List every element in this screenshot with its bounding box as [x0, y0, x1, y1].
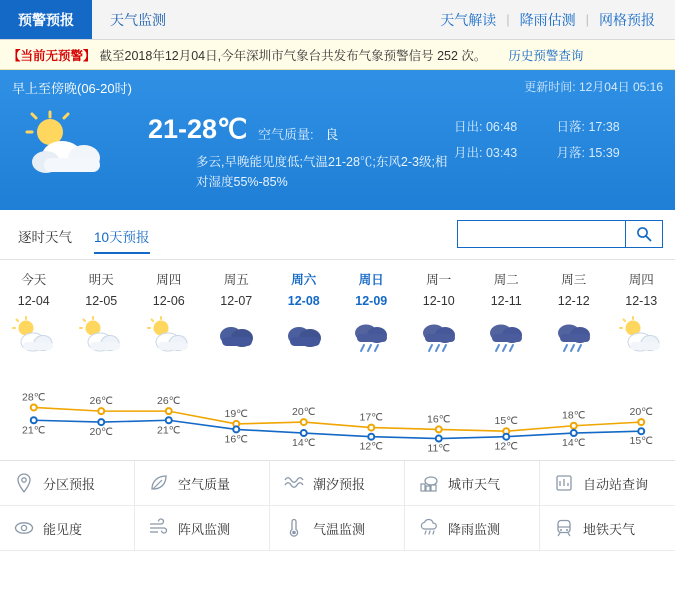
- forecast-tabbar: [0, 210, 675, 260]
- grid-nav-item[interactable]: [270, 461, 405, 506]
- svg-text:20℃: 20℃: [292, 406, 316, 419]
- air-quality-value: 良: [325, 127, 339, 142]
- temperature-chart: [0, 388, 675, 460]
- svg-text:21℃: 21℃: [22, 424, 46, 437]
- svg-text:15℃: 15℃: [629, 435, 653, 448]
- rain-icon: [473, 314, 541, 358]
- sunrise-label: 日出:: [454, 120, 483, 134]
- grid-nav-item[interactable]: [135, 461, 270, 506]
- ten-day-forecast: [0, 260, 675, 460]
- grid-nav-item[interactable]: [0, 461, 135, 506]
- grid-nav-label: 自动站查询: [583, 476, 649, 492]
- air-quality-label: 空气质量:: [258, 127, 314, 142]
- update-time-label: 更新时间:: [524, 80, 576, 94]
- sunset: [557, 114, 660, 140]
- grid-nav-label: 分区预报: [43, 476, 96, 492]
- forecast-day-column[interactable]: [608, 270, 675, 358]
- grid-nav-label: 地铁天气: [583, 521, 636, 537]
- svg-text:26℃: 26℃: [89, 395, 113, 408]
- subway-icon: [554, 518, 574, 538]
- grid-nav-item[interactable]: [0, 506, 135, 551]
- day-date: 12-12: [557, 294, 590, 308]
- update-time-value: 12月04日 05:16: [578, 80, 663, 94]
- nav-tab-label: 预警预报: [18, 11, 74, 28]
- moonrise-label: 月出:: [454, 146, 483, 160]
- svg-text:17℃: 17℃: [359, 411, 383, 424]
- search-box: [457, 220, 663, 248]
- sunrise-sunset-row: [454, 114, 659, 140]
- grid-nav-label: 城市天气: [448, 476, 501, 492]
- grid-nav-label: 降雨监测: [448, 521, 501, 537]
- forecast-day-columns: [0, 260, 675, 358]
- eye-icon: [14, 518, 34, 538]
- grid-nav-item[interactable]: [540, 461, 675, 506]
- svg-text:20℃: 20℃: [629, 406, 653, 419]
- sunrise-value: 06:48: [485, 120, 518, 134]
- day-name: 周四: [628, 273, 654, 287]
- svg-text:14℃: 14℃: [562, 437, 586, 450]
- day-name: 周二: [493, 273, 519, 287]
- svg-text:18℃: 18℃: [562, 409, 586, 422]
- nav-divider: |: [585, 12, 589, 27]
- sun-cloud-icon: [135, 314, 203, 358]
- sunset-value: 17:38: [588, 120, 620, 134]
- moonrise: [454, 140, 557, 166]
- bottom-nav-grid: [0, 460, 675, 551]
- forecast-day-column[interactable]: [540, 270, 608, 358]
- weather-description: 多云,早晚能见度低;气温21-28℃;东风2-3级;相对湿度55%-85%: [196, 155, 448, 189]
- nav-tab-weather-monitor[interactable]: [92, 0, 184, 39]
- day-date: 12-04: [17, 294, 50, 308]
- sun-cloud-icon: [68, 314, 136, 358]
- air-quality: [258, 124, 338, 143]
- search-button[interactable]: [625, 221, 662, 247]
- forecast-day-column[interactable]: [203, 270, 271, 358]
- tab-ten-day-forecast[interactable]: 10天预报: [94, 226, 150, 254]
- current-weather-panel: [0, 70, 675, 210]
- forecast-day-column[interactable]: [270, 270, 338, 358]
- grid-nav-label: 气温监测: [313, 521, 366, 537]
- day-date: 12-05: [85, 294, 118, 308]
- nav-right-links: [430, 0, 665, 39]
- sun-cloud-icon: [0, 314, 68, 358]
- svg-text:12℃: 12℃: [359, 440, 383, 453]
- svg-text:14℃: 14℃: [292, 437, 316, 450]
- moonset: [557, 140, 660, 166]
- svg-text:19℃: 19℃: [224, 407, 248, 420]
- sunset-label: 日落:: [556, 120, 585, 134]
- sun-cloud-icon: [608, 314, 675, 358]
- moonrise-value: 03:43: [485, 146, 518, 160]
- forecast-day-column[interactable]: [0, 270, 68, 358]
- nav-tab-label: 天气监测: [110, 11, 166, 28]
- grid-nav-item[interactable]: [135, 506, 270, 551]
- forecast-day-column[interactable]: [473, 270, 541, 358]
- search-icon: [636, 226, 652, 242]
- rain-icon: [405, 314, 473, 358]
- nav-link-rain-estimation[interactable]: 降雨估测: [519, 11, 576, 28]
- grid-nav-label: 潮汐预报: [313, 476, 366, 492]
- alert-history-link[interactable]: 历史预警查询: [508, 48, 584, 63]
- day-date: 12-13: [625, 294, 658, 308]
- forecast-day-column[interactable]: [338, 270, 406, 358]
- grid-nav-label: 能见度: [43, 521, 83, 537]
- sun-moon-times: [454, 114, 659, 166]
- nav-link-weather-interpretation[interactable]: 天气解读: [440, 11, 497, 28]
- rain-icon: [338, 314, 406, 358]
- day-date: 12-09: [355, 294, 388, 308]
- nav-link-grid-forecast[interactable]: 网格预报: [599, 11, 655, 28]
- moonset-label: 月落:: [556, 146, 585, 160]
- moonset-value: 15:39: [588, 146, 620, 160]
- svg-text:16℃: 16℃: [427, 413, 451, 426]
- rain-cloud-icon: [419, 518, 439, 538]
- top-navigation: [0, 0, 675, 40]
- day-name: 周六: [291, 273, 317, 287]
- alert-bar: [0, 40, 675, 70]
- day-name: 周一: [426, 273, 452, 287]
- grid-nav-label: 阵风监测: [178, 521, 231, 537]
- grid-nav-item[interactable]: [405, 461, 540, 506]
- moonrise-moonset-row: [454, 140, 659, 166]
- day-date: 12-10: [422, 294, 455, 308]
- wind-icon: [149, 518, 169, 538]
- svg-text:21℃: 21℃: [157, 424, 181, 437]
- forecast-day-column[interactable]: [135, 270, 203, 358]
- forecast-day-column[interactable]: [68, 270, 136, 358]
- day-name: 周三: [561, 273, 587, 287]
- svg-text:26℃: 26℃: [157, 395, 181, 408]
- alert-text: 截至2018年12月04日,今年深圳市气象台共发布气象预警信号 252 次。: [99, 48, 487, 63]
- day-date: 12-11: [490, 294, 522, 308]
- svg-text:15℃: 15℃: [494, 415, 518, 428]
- svg-text:11℃: 11℃: [427, 442, 451, 455]
- grid-nav-item[interactable]: [405, 506, 540, 551]
- day-date: 12-07: [220, 294, 253, 308]
- grid-nav-label: 空气质量: [178, 476, 231, 492]
- thermometer-icon: [284, 518, 304, 538]
- update-time: [524, 78, 663, 95]
- svg-text:16℃: 16℃: [224, 433, 248, 446]
- alert-status-tag: 【当前无预警】: [8, 48, 96, 63]
- day-name: 周四: [156, 273, 182, 287]
- grid-nav-item[interactable]: [270, 506, 405, 551]
- cloud-dark-icon: [203, 314, 271, 358]
- day-date: 12-06: [152, 294, 185, 308]
- day-name: 周五: [223, 273, 249, 287]
- forecast-day-column[interactable]: [405, 270, 473, 358]
- wave-icon: [284, 473, 304, 493]
- sunrise: [454, 114, 557, 140]
- grid-nav-item[interactable]: [540, 506, 675, 551]
- sun-cloud-icon: [22, 110, 114, 180]
- day-name: 今天: [21, 273, 47, 287]
- day-name: 明天: [88, 273, 114, 287]
- current-temperature: 21-28℃: [148, 114, 248, 144]
- svg-text:20℃: 20℃: [89, 426, 113, 439]
- rain-icon: [540, 314, 608, 358]
- day-date: 12-08: [287, 294, 320, 308]
- tab-hourly-weather[interactable]: 逐时天气: [18, 230, 72, 245]
- map-pin-icon: [14, 473, 34, 493]
- forecast-period-label: 早上至傍晚(06-20时): [12, 81, 132, 96]
- search-input[interactable]: [458, 221, 625, 247]
- svg-text:12℃: 12℃: [494, 440, 518, 453]
- cloud-dark-icon: [270, 314, 338, 358]
- svg-text:28℃: 28℃: [22, 391, 46, 404]
- city-icon: [419, 473, 439, 493]
- nav-divider: |: [506, 12, 510, 27]
- day-name: 周日: [358, 273, 384, 287]
- leaf-icon: [149, 473, 169, 493]
- nav-tab-warning-forecast[interactable]: [0, 0, 92, 39]
- station-icon: [554, 473, 574, 493]
